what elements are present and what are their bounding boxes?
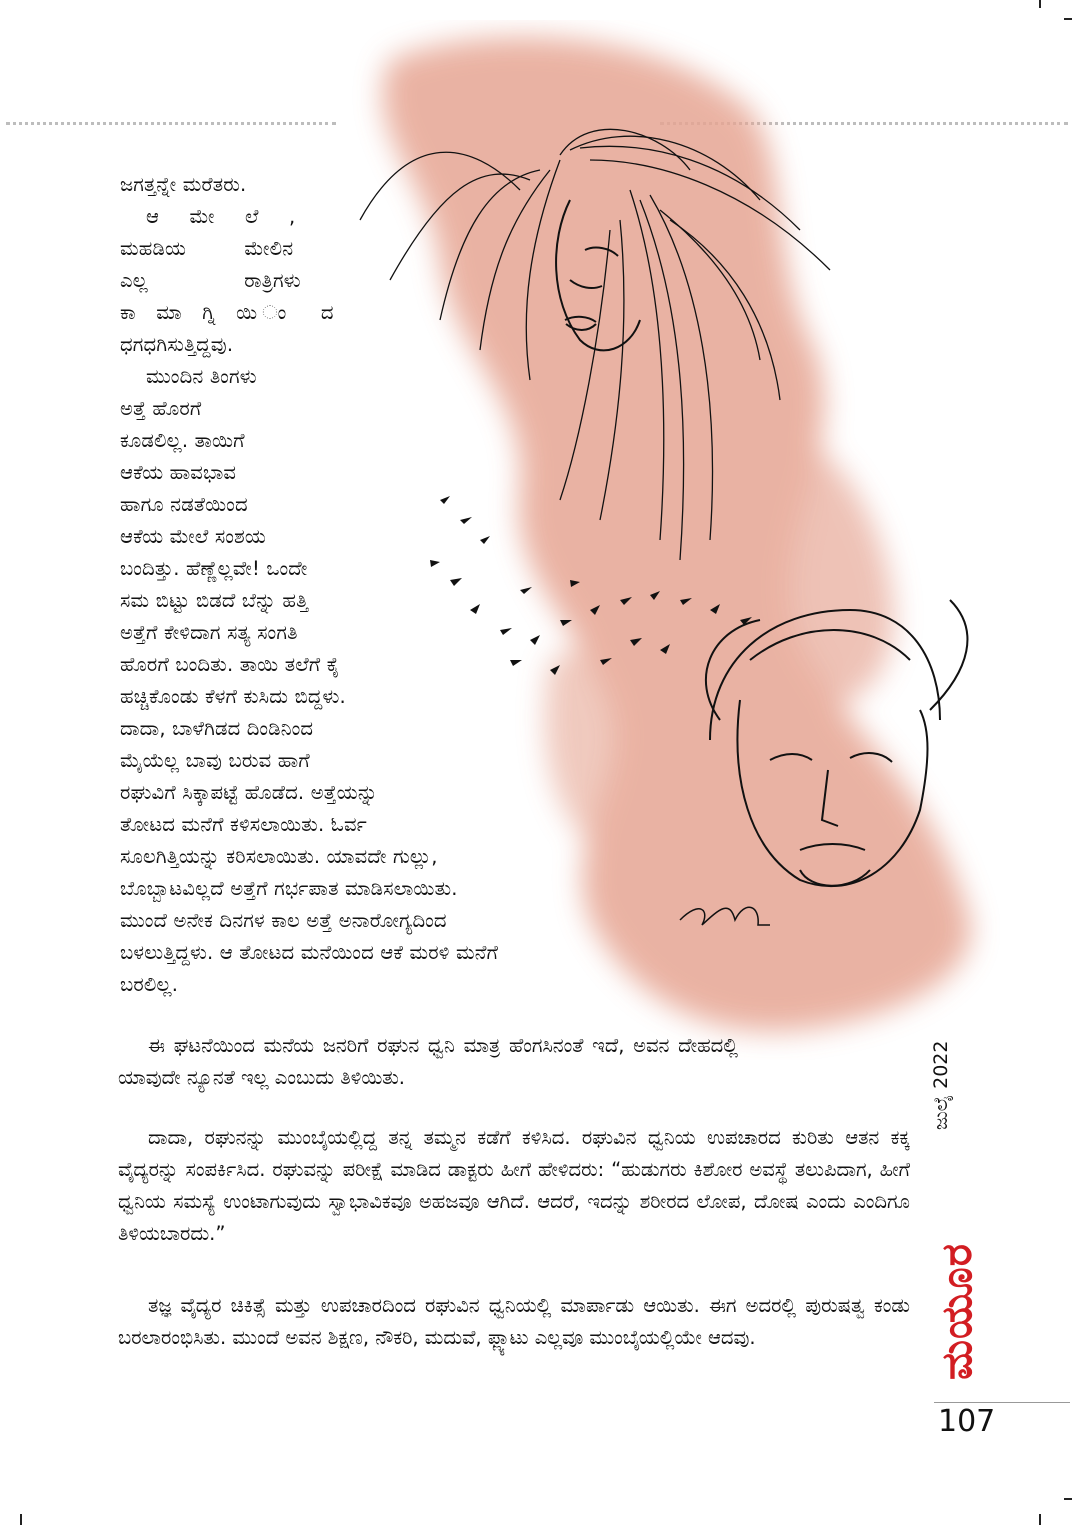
story-line: ಹಾಗೂ ನಡತೆಯಿಂದ (120, 493, 248, 516)
story-line: ಆ ಮೇ ಲೆ , (146, 205, 296, 228)
story-line: ಹಚ್ಚಿಕೊಂಡು ಕೆಳಗೆ ಕುಸಿದು ಬಿದ್ದಳು. (120, 685, 346, 708)
crop-mark (20, 1514, 22, 1525)
crop-mark (1039, 1514, 1041, 1525)
story-line: ಬರಲಿಲ್ಲ. (120, 973, 179, 996)
page-number-rule (934, 1402, 1070, 1403)
magazine-logo: ಮಯೂರ (932, 1243, 981, 1380)
story-line: ಕಾ ಮಾ ಗ್ನಿ ಯಿ ಂ ದ (120, 301, 334, 324)
paragraph-incident: ಈ ಘಟನೆಯಿಂದ ಮನೆಯ ಜನರಿಗೆ ರಘುನ ಧ್ವನಿ ಮಾತ್ರ ಹೆಂಗಸಿನಂತೆ ಇದೆ, ಅವನ ದೇಹದಲ್ಲಿ ಯಾವುದೇ ನ್ಯೂನತೆ ಇಲ್ಲ ಎಂಬುದು ತಿಳಿಯಿತು. (118, 1034, 738, 1089)
story-line: ಎಲ್ಲ ರಾತ್ರಿಗಳು (120, 269, 301, 292)
story-line: ತೋಟದ ಮನೆಗೆ ಕಳಿಸಲಾಯಿತು. ಓರ್ವ (120, 813, 367, 836)
story-illustration (330, 20, 1050, 1060)
story-line: ಅತ್ತೆಗೆ ಕೇಳಿದಾಗ ಸತ್ಯ ಸಂಗತಿ (120, 621, 298, 644)
story-line: ಅತ್ತೆ ಹೊರಗೆ (120, 397, 202, 420)
page-number: 107 (938, 1404, 996, 1439)
story-line: ಧಗಧಗಿಸುತ್ತಿದ್ದವು. (120, 333, 234, 356)
story-line: ಬೊಬ್ಬಾಟವಿಲ್ಲದೆ ಅತ್ತೆಗೆ ಗರ್ಭಪಾತ ಮಾಡಿಸಲಾಯಿತು. (120, 877, 458, 900)
story-line: ಆಕೆಯ ಮೇಲೆ ಸಂಶಯ (120, 525, 267, 548)
issue-date: ಜುಲೈ 2022 (930, 1040, 952, 1130)
story-line: ಬಂದಿತ್ತು. ಹೆಣ್ಣೆಲ್ಲವೇ! ಒಂದೇ (120, 557, 308, 580)
story-line: ಬಳಲುತ್ತಿದ್ದಳು. ಆ ತೋಟದ ಮನೆಯಿಂದ ಆಕೆ ಮರಳಿ ಮನೆಗೆ (120, 941, 499, 964)
paragraph-doctor: ದಾದಾ, ರಘುನನ್ನು ಮುಂಬೈಯಲ್ಲಿದ್ದ ತನ್ನ ತಮ್ಮನ ಕಡೆಗೆ ಕಳಿಸಿದ. ರಘುವಿನ ಧ್ವನಿಯ ಉಪಚಾರದ ಕುರಿತು ಆತನ ಕಕ್ಕ ವೈದ್ಯರನ್ನು ಸಂಪರ್ಕಿಸಿದ. ರಘುವನ್ನು ಪರೀಕ್ಷೆ ಮಾಡಿದ ಡಾಕ್ಟರು ಹೀಗೆ ಹೇಳಿದರು: “ಹುಡುಗರು ಕಿಶೋರ ಅವಸ್ಥೆ ತಲುಪಿದಾಗ, ಹೀಗೆ ಧ್ವನಿಯ ಸಮಸ್ಯೆ ಉಂಟಾಗುವುದು ಸ್ವಾಭಾವಿಕವೂ ಅಹಜವೂ ಆಗಿದೆ. ಆದರೆ, ಇದನ್ನು ಶರೀರದ ಲೋಪ, ದೋಷ ಎಂದು ಎಂದಿಗೂ ತಿಳಿಯಬಾರದು.” (118, 1126, 910, 1245)
story-line: ಮೈಯೆಲ್ಲ ಬಾವು ಬರುವ ಹಾಗೆ (120, 749, 310, 772)
crop-mark (1039, 0, 1041, 8)
crop-mark (1064, 1498, 1072, 1500)
story-line: ಮುಂದಿನ ತಿಂಗಳು (146, 365, 257, 388)
crop-mark (1064, 18, 1072, 20)
story-line: ಸಮ ಬಿಟ್ಟು ಬಿಡದೆ ಬೆನ್ನು ಹತ್ತಿ (120, 589, 309, 612)
paragraph-treatment: ತಜ್ಞ ವೈದ್ಯರ ಚಿಕಿತ್ಸೆ ಮತ್ತು ಉಪಚಾರದಿಂದ ರಘುವಿನ ಧ್ವನಿಯಲ್ಲಿ ಮಾರ್ಪಾಡು ಆಯಿತು. ಈಗ ಅದರಲ್ಲಿ ಪುರುಷತ್ವ ಕಂಡು ಬರಲಾರಂಭಿಸಿತು. ಮುಂದೆ ಅವನ ಶಿಕ್ಷಣ, ನೌಕರಿ, ಮದುವೆ, ಫ್ಲ್ಯಾಟು ಎಲ್ಲವೂ ಮುಂಬೈಯಲ್ಲಿಯೇ ಆದವು. (118, 1294, 910, 1349)
story-line: ಸೂಲಗಿತ್ತಿಯನ್ನು ಕರಿಸಲಾಯಿತು. ಯಾವದೇ ಗುಲ್ಲು, (120, 845, 438, 868)
story-line: ರಘುವಿಗೆ ಸಿಕ್ಕಾಪಟ್ಟೆ ಹೊಡೆದ. ಅತ್ತೆಯನ್ನು (120, 781, 378, 804)
dotted-rule-left (6, 122, 336, 125)
story-line: ದಾದಾ, ಬಾಳೆಗಿಡದ ದಿಂಡಿನಿಂದ (120, 717, 314, 740)
red-wash (383, 37, 971, 1031)
story-line: ಆಕೆಯ ಹಾವಭಾವ (120, 461, 237, 484)
story-line: ಕೂಡಲಿಲ್ಲ. ತಾಯಿಗೆ (120, 429, 245, 452)
story-line: ಹೊರಗೆ ಬಂದಿತು. ತಾಯಿ ತಲೆಗೆ ಕೈ (120, 653, 340, 676)
story-line: ಮಹಡಿಯ ಮೇಲಿನ (120, 237, 294, 260)
story-line: ಜಗತ್ತನ್ನೇ ಮರೆತರು. (120, 173, 247, 196)
story-line: ಮುಂದೆ ಅನೇಕ ದಿನಗಳ ಕಾಲ ಅತ್ತೆ ಅನಾರೋಗ್ಯದಿಂದ (120, 909, 447, 932)
